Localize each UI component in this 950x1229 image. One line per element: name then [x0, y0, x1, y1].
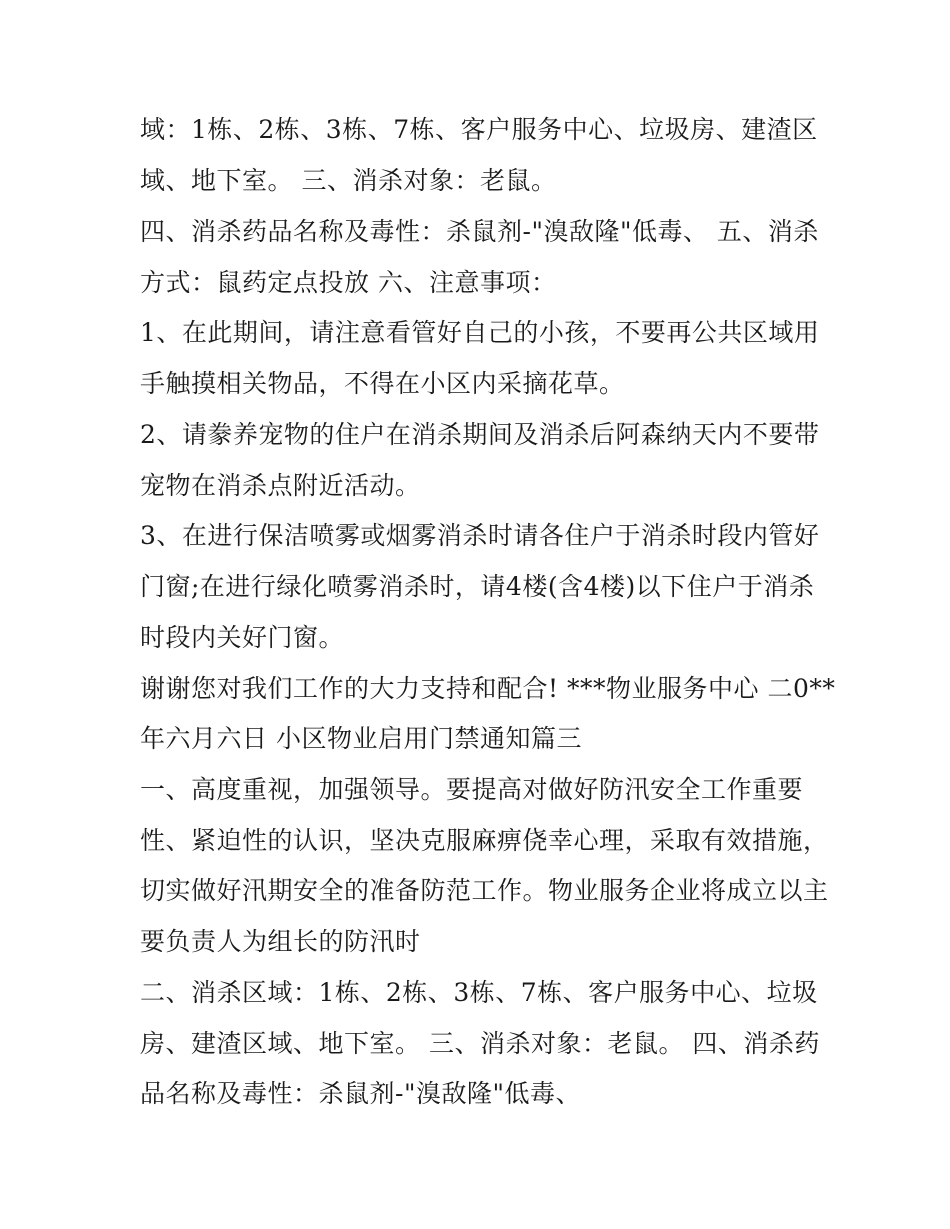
text-line: 品名称及毒性：杀鼠剂-"溴敌隆"低毒、 [140, 1079, 581, 1108]
text-line: 域、地下室。 三、消杀对象：老鼠。 [140, 166, 557, 195]
text-line: 方式：鼠药定点投放 六、注意事项： [140, 268, 557, 297]
text-line: 要负责人为组长的防汛时 [140, 927, 421, 956]
text-line: 一、高度重视，加强领导。要提高对做好防汛安全工作重要 [140, 775, 804, 804]
text-line: 2、请豢养宠物的住户在消杀期间及消杀后阿森纳天内不要带 [140, 420, 820, 449]
text-line: 宠物在消杀点附近活动。 [140, 471, 421, 500]
text-line: 域：1栋、2栋、3栋、7栋、客户服务中心、垃圾房、建渣区 [140, 115, 818, 144]
text-line: 四、消杀药品名称及毒性：杀鼠剂-"溴敌隆"低毒、 五、消杀 [140, 217, 819, 246]
text-line: 年六月六日 小区物业启用门禁通知篇三 [140, 724, 582, 753]
text-line: 性、紧迫性的认识，坚决克服麻痹侥幸心理，采取有效措施， [140, 826, 829, 855]
text-line: 二、消杀区域：1栋、2栋、3栋、7栋、客户服务中心、垃圾 [140, 978, 818, 1007]
text-line: 时段内关好门窗。 [140, 623, 345, 652]
text-line: 1、在此期间，请注意看管好自己的小孩，不要再公共区域用 [140, 318, 820, 347]
text-line: 谢谢您对我们工作的大力支持和配合! ***物业服务中心 二0** [140, 674, 836, 703]
text-line: 切实做好汛期安全的准备防范工作。物业服务企业将成立以主 [140, 876, 829, 905]
text-line: 门窗;在进行绿化喷雾消杀时，请4楼(含4楼)以下住户于消杀 [140, 572, 815, 601]
text-line: 手触摸相关物品，不得在小区内采摘花草。 [140, 369, 625, 398]
text-line: 房、建渣区域、地下室。 三、消杀对象：老鼠。 四、消杀药 [140, 1029, 820, 1058]
text-line: 3、在进行保洁喷雾或烟雾消杀时请各住户于消杀时段内管好 [140, 521, 820, 550]
